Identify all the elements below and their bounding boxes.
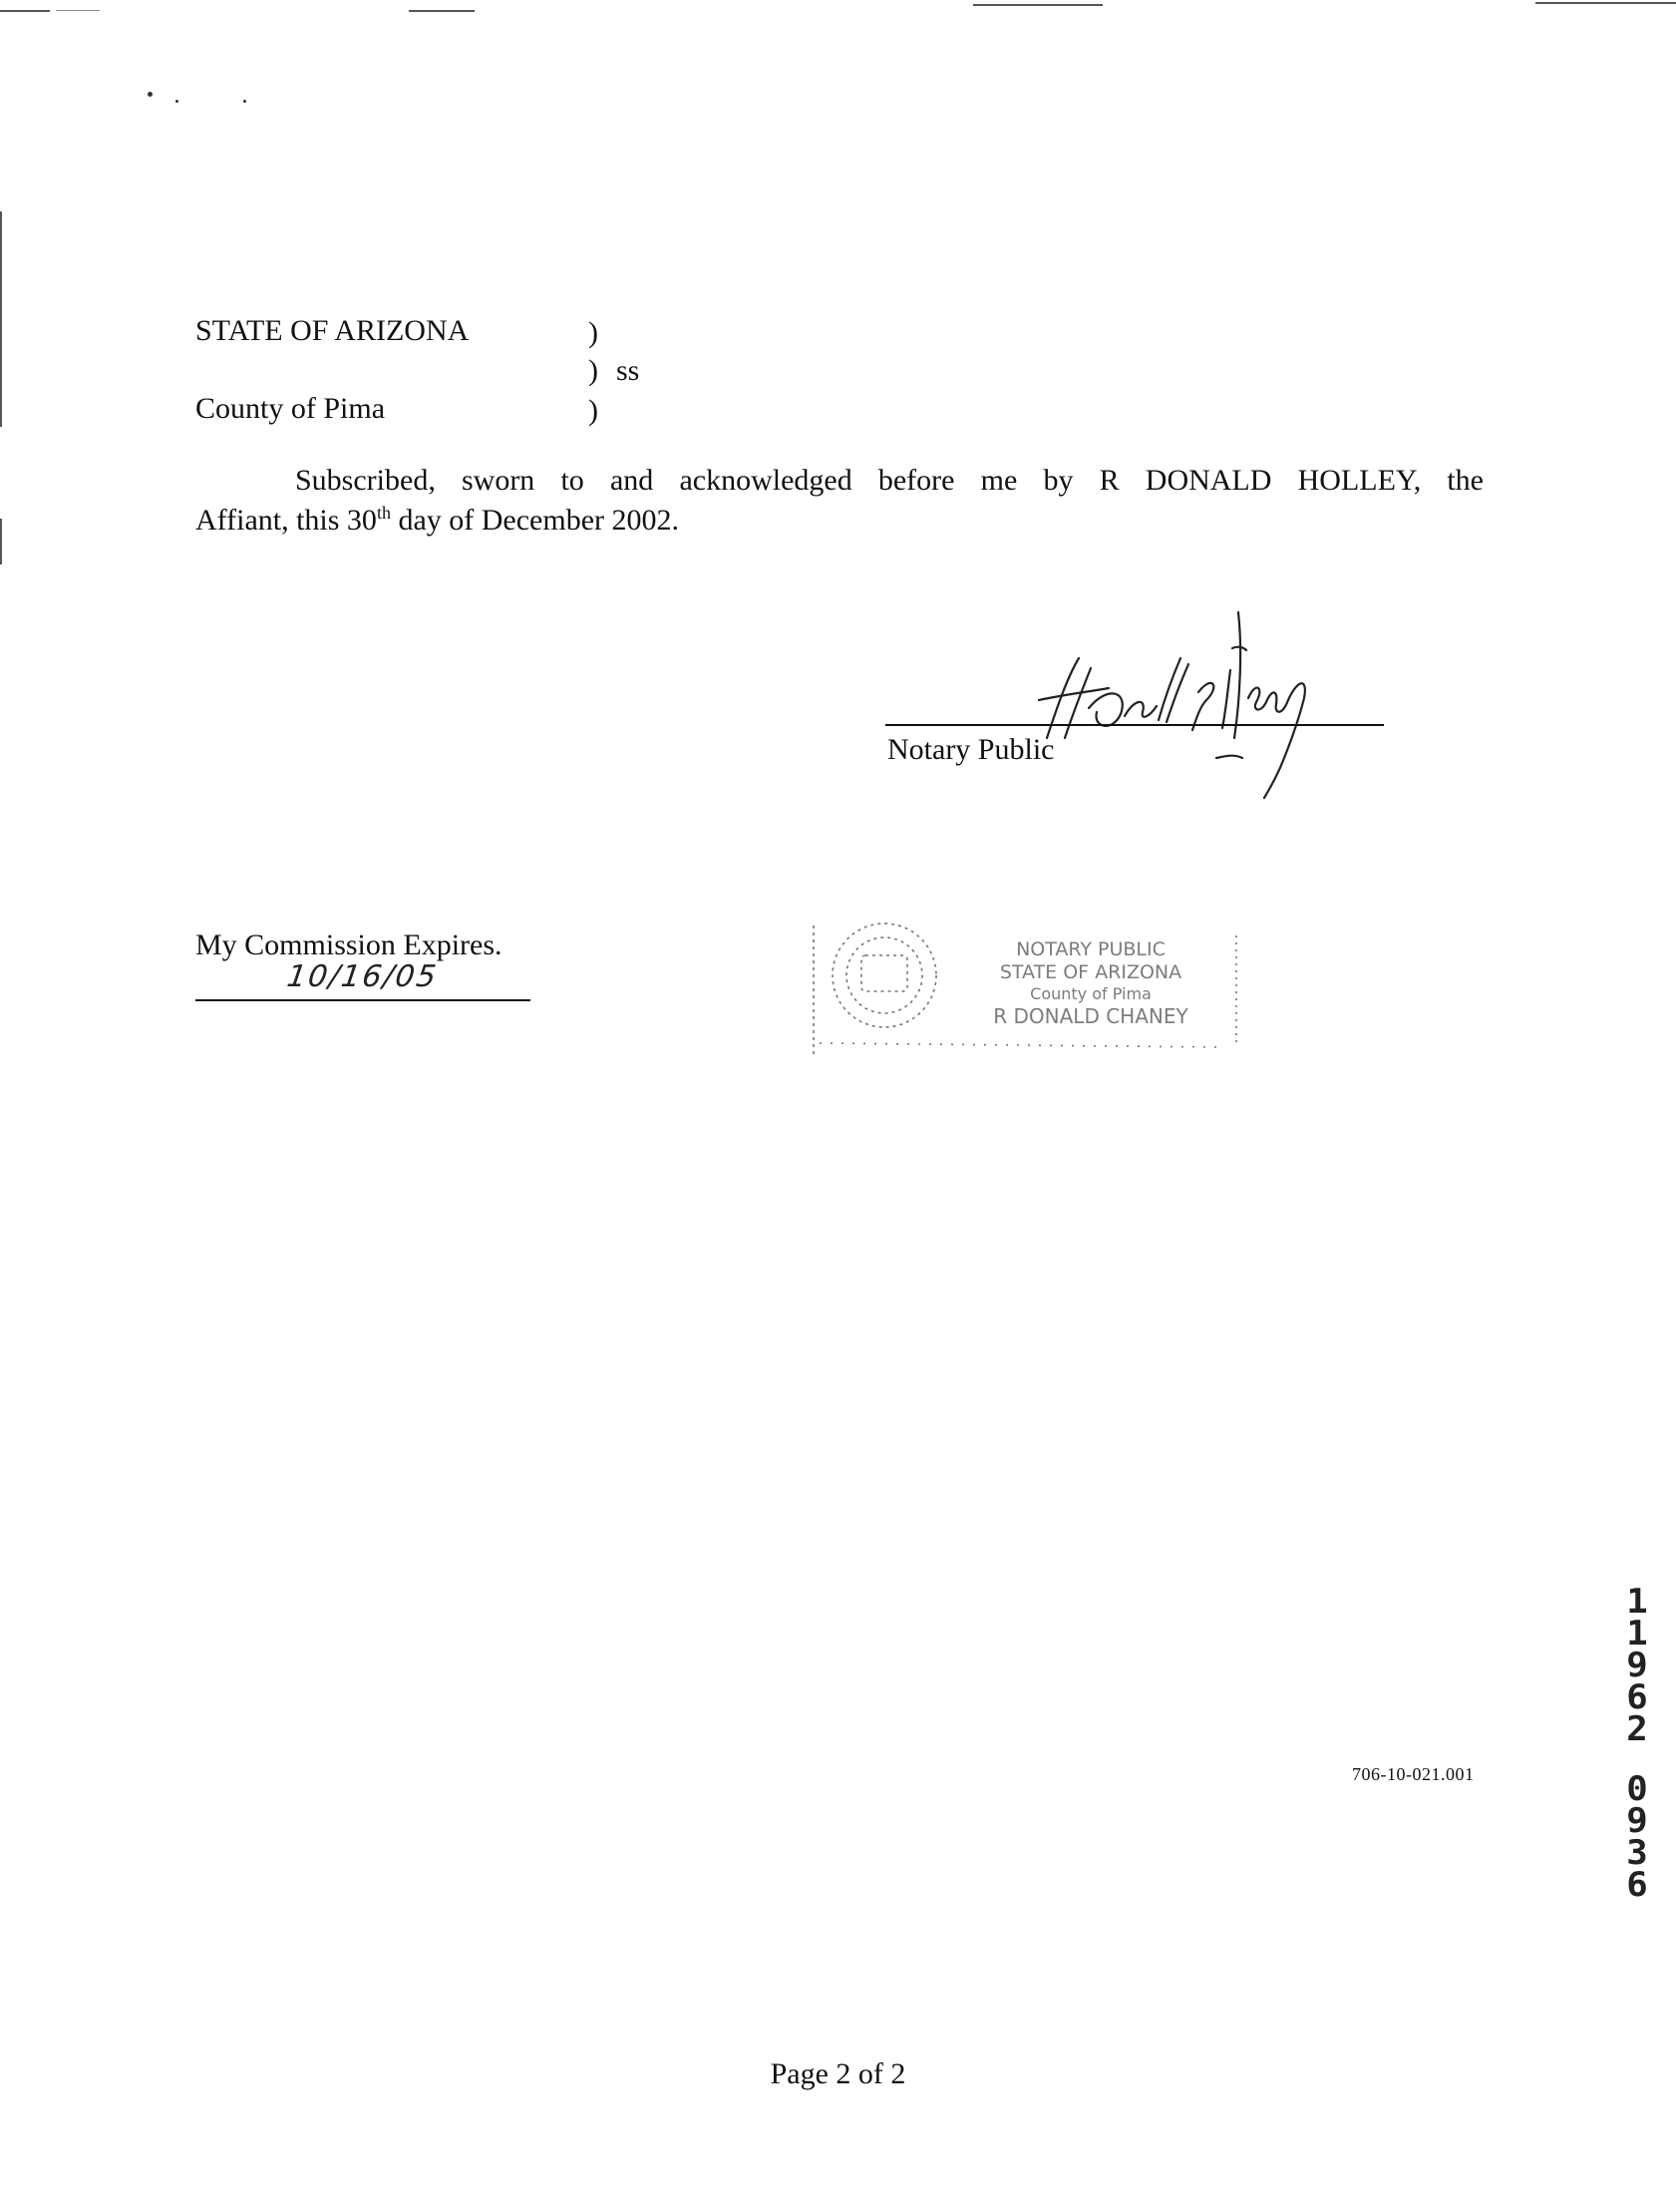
recording-digit: 6	[1626, 1677, 1648, 1717]
notary-signature	[1017, 588, 1336, 818]
acknowledgment-line-1: Subscribed, sworn to and acknowledged before me by R DONALD HOLLEY, the	[295, 464, 1484, 497]
recording-digit: 0	[1626, 1769, 1648, 1809]
acknowledgment-suffix: day of December 2002.	[390, 504, 680, 537]
seal-line-2: STATE OF ARIZONA	[999, 961, 1182, 983]
scan-artifact	[0, 211, 2, 427]
recording-digit: 2	[1626, 1709, 1648, 1749]
seal-line-3: County of Pima	[1030, 984, 1152, 1003]
commission-label: My Commission Expires.	[195, 928, 503, 961]
recording-digit: 3	[1626, 1833, 1648, 1873]
venue-county: County of Pima	[195, 392, 386, 425]
scan-artifact	[1535, 2, 1676, 4]
notary-label: Notary Public	[887, 733, 1055, 766]
notary-seal-stamp	[810, 916, 1258, 1065]
acknowledgment-line-2	[195, 501, 1484, 541]
acknowledgment-paragraph	[195, 461, 1484, 541]
venue-bracket: )	[588, 354, 598, 387]
scan-artifact	[243, 100, 246, 103]
venue-bracket: )	[588, 394, 598, 427]
commission-date: 10/16/05	[284, 959, 441, 994]
seal-line-1: NOTARY PUBLIC	[1016, 938, 1166, 960]
recording-digit: 1	[1626, 1582, 1648, 1622]
acknowledgment-prefix: Affiant, this 30	[195, 504, 377, 537]
scan-artifact	[973, 4, 1103, 6]
parcel-number: 706-10-021.001	[1352, 1764, 1475, 1784]
scan-artifact	[0, 519, 2, 564]
scan-artifact	[175, 100, 178, 103]
recording-number	[1616, 1582, 1658, 1905]
recording-number-page	[1616, 1769, 1658, 1905]
commission-line	[195, 999, 530, 1001]
seal-line-4: R DONALD CHANEY	[993, 1004, 1188, 1028]
scan-artifact	[409, 10, 475, 12]
venue-ss: ss	[616, 354, 640, 387]
recording-digit: 9	[1626, 1646, 1648, 1685]
ordinal-suffix: th	[376, 503, 391, 523]
recording-number-docket	[1616, 1582, 1658, 1749]
recording-digit: 9	[1626, 1801, 1648, 1841]
scan-artifact	[56, 10, 100, 11]
scan-artifact	[0, 10, 50, 12]
scan-artifact	[148, 92, 153, 97]
venue-state: STATE OF ARIZONA	[195, 314, 470, 347]
notary-signature-line	[885, 724, 1384, 726]
venue-bracket: )	[588, 316, 598, 349]
page-footer: Page 2 of 2	[770, 2057, 906, 2090]
recording-digit: 1	[1626, 1614, 1648, 1654]
recording-digit: 6	[1626, 1865, 1648, 1905]
